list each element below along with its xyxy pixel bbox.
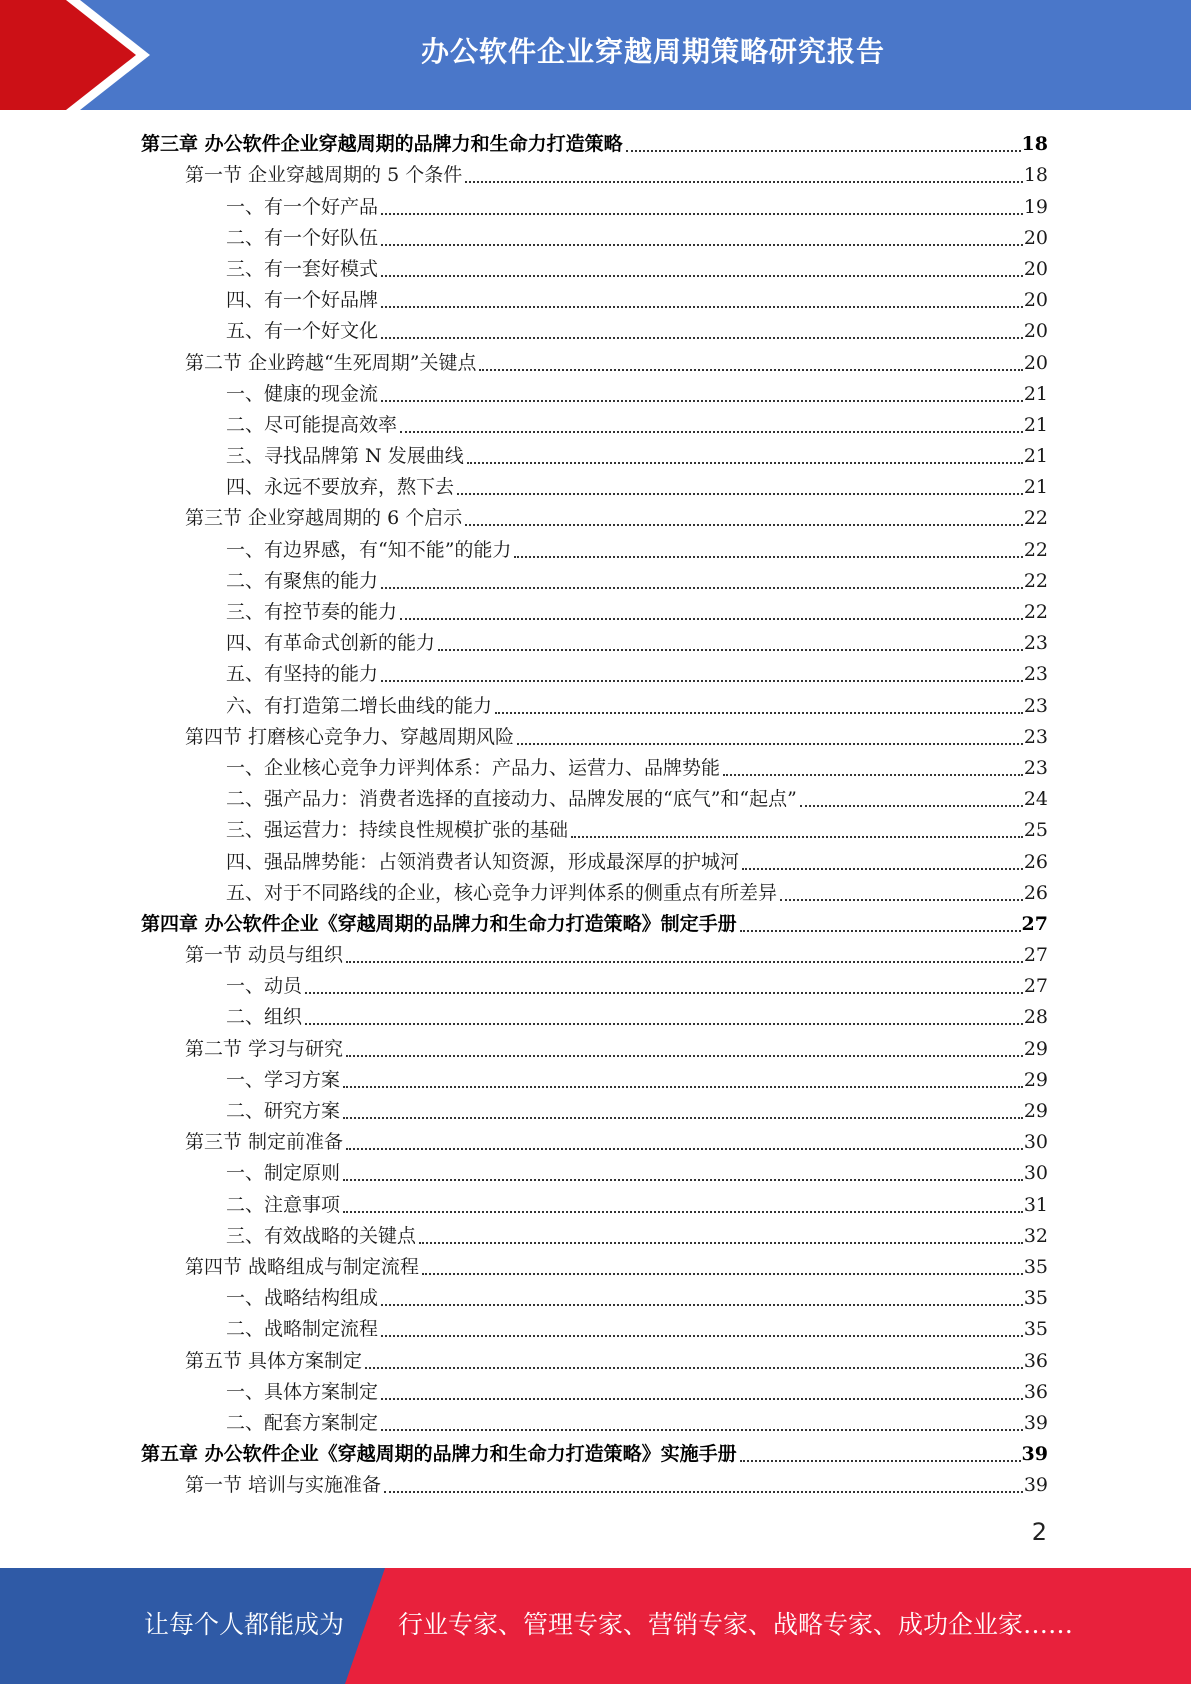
toc-subsection-entry[interactable] — [141, 596, 1048, 627]
toc-subsection-entry[interactable] — [141, 877, 1048, 908]
toc-entry-title: 一、制定原则 — [226, 1162, 341, 1185]
toc-entry-title: 第三章 办公软件企业穿越周期的品牌力和生命力打造策略 — [141, 133, 623, 156]
toc-entry-title: 三、有控节奏的能力 — [226, 601, 398, 623]
toc-entry-title: 二、有一个好队伍 — [226, 226, 379, 249]
toc-entry-title: 一、学习方案 — [226, 1068, 341, 1091]
toc-dot-leader — [742, 867, 1023, 870]
toc-subsection-entry[interactable] — [141, 658, 1048, 689]
toc-entry-title: 一、有边界感，有“知不能”的能力 — [226, 538, 512, 561]
toc-entry-title: 二、有聚焦的能力 — [226, 569, 379, 592]
toc-section-entry[interactable] — [141, 1251, 1048, 1282]
toc-section-entry[interactable] — [141, 159, 1048, 190]
toc-entry-title: 第一节 企业穿越周期的 5 个条件 — [185, 164, 463, 187]
toc-entry-page: 21 — [1023, 445, 1048, 468]
toc-dot-leader — [381, 1397, 1023, 1400]
toc-dot-leader — [467, 461, 1023, 464]
toc-entry-page: 23 — [1023, 725, 1048, 748]
toc-entry-page: 23 — [1023, 756, 1048, 779]
page-footer — [0, 1568, 1191, 1684]
toc-section-entry[interactable] — [141, 346, 1048, 377]
toc-dot-leader — [740, 1459, 1021, 1462]
toc-entry-title: 一、具体方案制定 — [226, 1380, 379, 1403]
toc-entry-page: 21 — [1023, 476, 1048, 499]
page-header — [0, 0, 1191, 110]
toc-subsection-entry[interactable] — [141, 378, 1048, 409]
toc-entry-title: 三、寻找品牌第 N 发展曲线 — [226, 445, 464, 468]
toc-dot-leader — [400, 430, 1023, 433]
toc-entry-title: 第四章 办公软件企业《穿越周期的品牌力和生命力打造策略》制定手册 — [141, 912, 737, 935]
toc-entry-title: 第四节 战略组成与制定流程 — [185, 1255, 420, 1278]
toc-subsection-entry[interactable] — [141, 1001, 1048, 1032]
toc-dot-leader — [343, 1178, 1023, 1181]
toc-entry-page: 22 — [1023, 538, 1048, 561]
toc-entry-page: 29 — [1023, 1100, 1048, 1122]
toc-subsection-entry[interactable] — [141, 1095, 1048, 1126]
toc-entry-title: 一、企业核心竞争力评判体系：产品力、运营力、品牌势能 — [226, 756, 721, 779]
toc-entry-page: 19 — [1023, 195, 1048, 218]
toc-entry-page: 35 — [1023, 1255, 1048, 1278]
table-of-contents — [141, 128, 1048, 1500]
toc-entry-title: 五、有一个好文化 — [226, 320, 379, 343]
toc-entry-page: 25 — [1023, 819, 1048, 842]
toc-entry-page: 29 — [1023, 1068, 1048, 1091]
toc-entry-page: 18 — [1023, 164, 1048, 187]
toc-subsection-entry[interactable] — [141, 315, 1048, 346]
toc-dot-leader — [346, 1147, 1023, 1150]
toc-entry-page: 27 — [1023, 975, 1048, 998]
toc-section-entry[interactable] — [141, 939, 1048, 970]
toc-entry-title: 第四节 打磨核心竞争力、穿越周期风险 — [185, 725, 515, 748]
toc-dot-leader — [626, 149, 1021, 152]
toc-entry-title: 六、有打造第二增长曲线的能力 — [226, 694, 493, 717]
header-arrow-shape — [0, 0, 140, 110]
toc-entry-page: 30 — [1023, 1162, 1048, 1185]
toc-dot-leader — [740, 929, 1021, 932]
toc-entry-page: 29 — [1023, 1037, 1048, 1060]
toc-entry-page: 27 — [1021, 912, 1048, 935]
toc-dot-leader — [381, 305, 1023, 308]
toc-dot-leader — [780, 898, 1023, 901]
toc-dot-leader — [346, 960, 1023, 963]
toc-entry-title: 三、强运营力：持续良性规模扩张的基础 — [226, 819, 569, 842]
toc-dot-leader — [381, 1428, 1023, 1431]
toc-dot-leader — [305, 991, 1023, 994]
toc-entry-title: 四、永远不要放弃，熬下去 — [226, 476, 455, 499]
toc-dot-leader — [381, 336, 1023, 339]
toc-dot-leader — [419, 1241, 1023, 1244]
toc-section-entry[interactable] — [141, 502, 1048, 533]
toc-entry-title: 三、有一套好模式 — [226, 257, 379, 280]
toc-entry-page: 35 — [1023, 1287, 1048, 1310]
toc-entry-page: 36 — [1023, 1380, 1048, 1403]
toc-entry-title: 第五章 办公软件企业《穿越周期的品牌力和生命力打造策略》实施手册 — [141, 1443, 737, 1466]
toc-entry-title: 第一节 培训与实施准备 — [185, 1474, 382, 1497]
page-number: 2 — [1031, 1518, 1047, 1546]
toc-entry-page: 32 — [1023, 1224, 1048, 1247]
toc-dot-leader — [365, 1366, 1023, 1369]
toc-entry-title: 第三节 制定前准备 — [185, 1131, 344, 1154]
toc-entry-title: 二、战略制定流程 — [226, 1318, 379, 1341]
toc-entry-page: 24 — [1023, 788, 1048, 811]
toc-entry-title: 五、对于不同路线的企业，核心竞争力评判体系的侧重点有所差异 — [226, 881, 778, 904]
toc-entry-title: 四、强品牌势能：占领消费者认知资源，形成最深厚的护城河 — [226, 850, 740, 873]
toc-entry-page: 36 — [1023, 1349, 1048, 1372]
toc-dot-leader — [800, 804, 1023, 807]
toc-entry-title: 四、有革命式创新的能力 — [226, 632, 436, 655]
toc-dot-leader — [400, 617, 1023, 620]
toc-dot-leader — [346, 1054, 1023, 1057]
toc-entry-title: 第五节 具体方案制定 — [185, 1349, 363, 1372]
toc-entry-title: 第一节 动员与组织 — [185, 944, 344, 967]
toc-entry-title: 二、尽可能提高效率 — [226, 413, 398, 436]
toc-chapter-entry[interactable] — [141, 1438, 1048, 1469]
toc-subsection-entry[interactable] — [141, 409, 1048, 440]
toc-subsection-entry[interactable] — [141, 1188, 1048, 1219]
toc-subsection-entry[interactable] — [141, 1282, 1048, 1313]
toc-section-entry[interactable] — [141, 721, 1048, 752]
toc-entry-title: 二、组织 — [226, 1006, 303, 1029]
toc-entry-title: 第二节 企业跨越“生死周期”关键点 — [185, 351, 477, 374]
toc-dot-leader — [422, 1272, 1023, 1275]
toc-dot-leader — [517, 742, 1023, 745]
toc-entry-page: 20 — [1023, 351, 1048, 374]
toc-entry-title: 二、强产品力：消费者选择的直接动力、品牌发展的“底气”和“起点” — [226, 788, 797, 811]
toc-dot-leader — [381, 1334, 1023, 1337]
toc-entry-page: 30 — [1023, 1131, 1048, 1154]
toc-subsection-entry[interactable] — [141, 1376, 1048, 1407]
toc-dot-leader — [495, 711, 1023, 714]
toc-entry-title: 二、注意事项 — [226, 1193, 341, 1216]
toc-chapter-entry[interactable] — [141, 128, 1048, 159]
toc-dot-leader — [381, 586, 1023, 589]
toc-entry-page: 21 — [1023, 382, 1048, 405]
toc-dot-leader — [381, 1303, 1023, 1306]
toc-entry-page: 20 — [1023, 257, 1048, 280]
toc-subsection-entry[interactable] — [141, 783, 1048, 814]
toc-entry-page: 20 — [1023, 289, 1048, 312]
toc-subsection-entry[interactable] — [141, 1220, 1048, 1251]
toc-entry-page: 23 — [1023, 632, 1048, 655]
toc-entry-page: 23 — [1023, 663, 1048, 686]
toc-dot-leader — [381, 243, 1023, 246]
toc-entry-page: 20 — [1023, 226, 1048, 249]
toc-dot-leader — [514, 555, 1022, 558]
toc-dot-leader — [465, 523, 1023, 526]
footer-slogan-right: 行业专家、管理专家、营销专家、战略专家、成功企业家…… — [398, 1610, 1074, 1639]
toc-dot-leader — [479, 368, 1022, 371]
toc-entry-page: 23 — [1023, 694, 1048, 717]
toc-entry-title: 一、有一个好产品 — [226, 195, 379, 218]
toc-subsection-entry[interactable] — [141, 1157, 1048, 1188]
toc-subsection-entry[interactable] — [141, 1313, 1048, 1344]
toc-entry-page: 31 — [1023, 1193, 1048, 1216]
toc-subsection-entry[interactable] — [141, 627, 1048, 658]
toc-subsection-entry[interactable] — [141, 190, 1048, 221]
toc-entry-title: 四、有一个好品牌 — [226, 289, 379, 312]
toc-dot-leader — [723, 773, 1023, 776]
toc-dot-leader — [381, 212, 1023, 215]
toc-entry-page: 20 — [1023, 320, 1048, 343]
toc-dot-leader — [381, 679, 1023, 682]
toc-subsection-entry[interactable] — [141, 565, 1048, 596]
toc-entry-title: 二、配套方案制定 — [226, 1411, 379, 1434]
toc-subsection-entry[interactable] — [141, 814, 1048, 845]
toc-entry-page: 28 — [1023, 1006, 1048, 1029]
toc-entry-page: 18 — [1021, 133, 1048, 156]
report-title: 办公软件企业穿越周期策略研究报告 — [420, 35, 885, 68]
toc-entry-title: 三、有效战略的关键点 — [226, 1224, 417, 1247]
toc-dot-leader — [384, 1490, 1023, 1493]
toc-entry-page: 22 — [1023, 569, 1048, 592]
toc-dot-leader — [571, 835, 1023, 838]
toc-subsection-entry[interactable] — [141, 845, 1048, 876]
toc-section-entry[interactable] — [141, 1126, 1048, 1157]
toc-subsection-entry[interactable] — [141, 689, 1048, 720]
toc-entry-page: 26 — [1023, 881, 1048, 904]
toc-chapter-entry[interactable] — [141, 908, 1048, 939]
toc-subsection-entry[interactable] — [141, 1064, 1048, 1095]
toc-subsection-entry[interactable] — [141, 253, 1048, 284]
toc-entry-title: 第三节 企业穿越周期的 6 个启示 — [185, 507, 463, 530]
toc-entry-title: 一、战略结构组成 — [226, 1287, 379, 1310]
footer-slogan-left: 让每个人都能成为 — [144, 1610, 345, 1639]
toc-entry-page: 22 — [1023, 507, 1048, 530]
toc-dot-leader — [381, 274, 1023, 277]
toc-entry-title: 第二节 学习与研究 — [185, 1037, 344, 1060]
toc-entry-page: 35 — [1023, 1318, 1048, 1341]
toc-subsection-entry[interactable] — [141, 533, 1048, 564]
toc-entry-page: 39 — [1023, 1474, 1048, 1497]
toc-entry-page: 22 — [1023, 601, 1048, 623]
toc-subsection-entry[interactable] — [141, 222, 1048, 253]
toc-dot-leader — [343, 1116, 1023, 1119]
toc-subsection-entry[interactable] — [141, 970, 1048, 1001]
toc-entry-title: 一、健康的现金流 — [226, 382, 379, 405]
toc-dot-leader — [438, 648, 1023, 651]
toc-dot-leader — [465, 180, 1023, 183]
toc-entry-page: 26 — [1023, 850, 1048, 873]
toc-dot-leader — [381, 399, 1023, 402]
toc-dot-leader — [343, 1085, 1023, 1088]
toc-entry-title: 五、有坚持的能力 — [226, 663, 379, 686]
toc-dot-leader — [457, 492, 1023, 495]
toc-subsection-entry[interactable] — [141, 471, 1048, 502]
toc-section-entry[interactable] — [141, 1469, 1048, 1500]
toc-entry-page: 39 — [1023, 1411, 1048, 1434]
toc-entry-title: 一、动员 — [226, 975, 303, 998]
toc-dot-leader — [305, 1022, 1023, 1025]
toc-section-entry[interactable] — [141, 1032, 1048, 1063]
toc-section-entry[interactable] — [141, 1344, 1048, 1375]
toc-subsection-entry[interactable] — [141, 284, 1048, 315]
toc-entry-title: 二、研究方案 — [226, 1100, 341, 1122]
toc-entry-page: 27 — [1023, 944, 1048, 967]
toc-subsection-entry[interactable] — [141, 440, 1048, 471]
toc-subsection-entry[interactable] — [141, 1407, 1048, 1438]
toc-entry-page: 39 — [1021, 1443, 1048, 1466]
toc-subsection-entry[interactable] — [141, 752, 1048, 783]
toc-entry-page: 21 — [1023, 413, 1048, 436]
toc-dot-leader — [343, 1210, 1023, 1213]
